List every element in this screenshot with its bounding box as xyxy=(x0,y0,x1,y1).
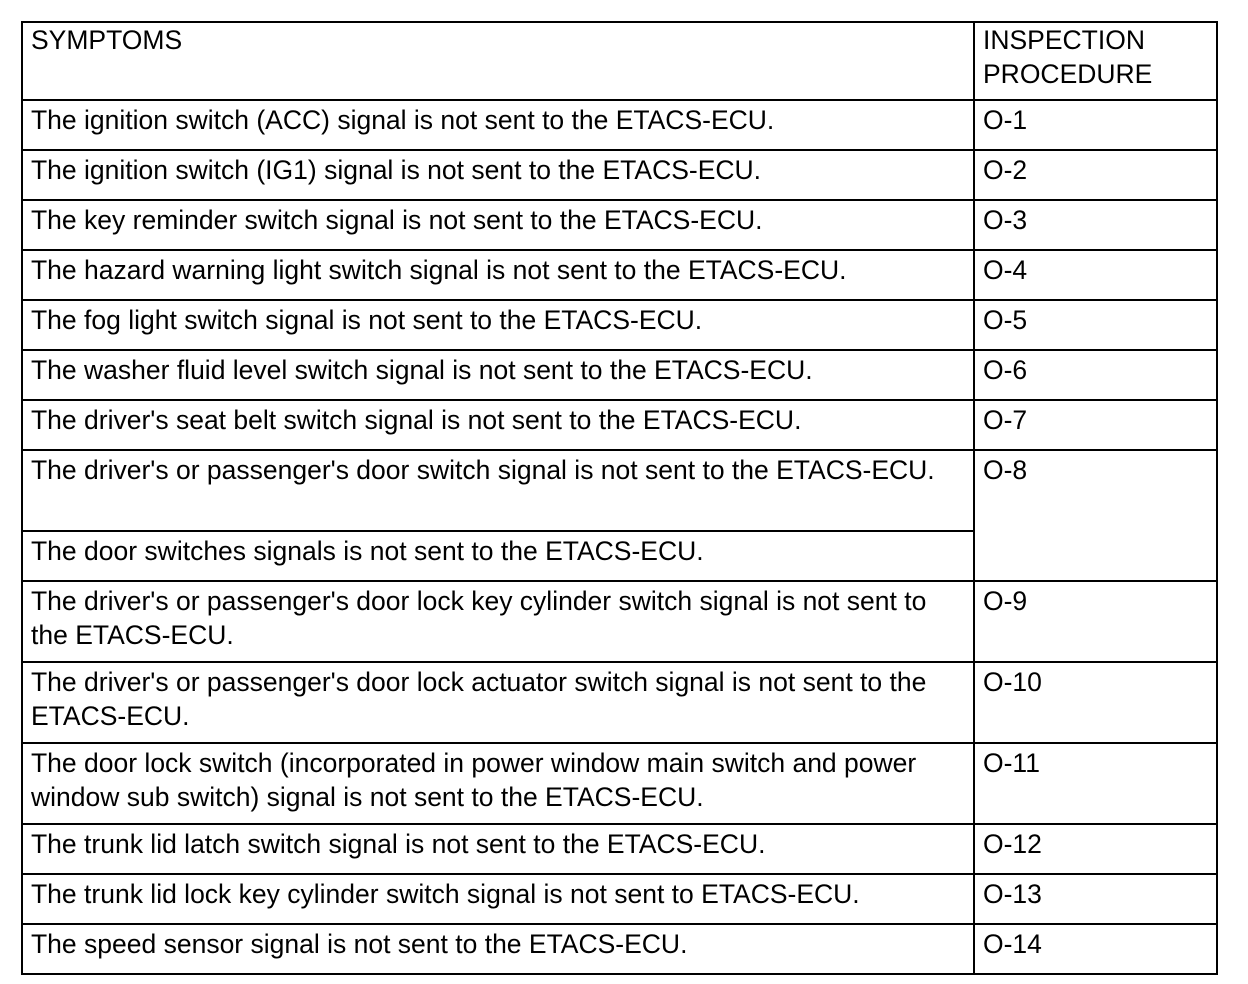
table-row xyxy=(22,250,1217,300)
procedure-cell: O-8 xyxy=(974,450,1217,581)
table-row xyxy=(22,924,1217,974)
procedure-cell: O-11 xyxy=(974,743,1217,824)
table-row xyxy=(22,100,1217,150)
procedure-cell: O-3 xyxy=(974,200,1217,250)
symptom-cell: The fog light switch signal is not sent to the ETACS-ECU. xyxy=(22,300,974,350)
header-symptoms: SYMPTOMS xyxy=(22,22,974,100)
symptom-cell: The ignition switch (IG1) signal is not sent to the ETACS-ECU. xyxy=(22,150,974,200)
table-row xyxy=(22,662,1217,743)
symptom-cell: The key reminder switch signal is not sent to the ETACS-ECU. xyxy=(22,200,974,250)
procedure-cell: O-2 xyxy=(974,150,1217,200)
procedure-cell: O-12 xyxy=(974,824,1217,874)
symptom-cell: The hazard warning light switch signal is not sent to the ETACS-ECU. xyxy=(22,250,974,300)
table-row xyxy=(22,400,1217,450)
header-row xyxy=(22,22,1217,100)
procedure-cell: O-5 xyxy=(974,300,1217,350)
table-row xyxy=(22,743,1217,824)
table-row xyxy=(22,450,1217,531)
header-inspection-procedure: INSPECTION PROCEDURE xyxy=(974,22,1217,100)
table-row xyxy=(22,350,1217,400)
procedure-cell: O-6 xyxy=(974,350,1217,400)
symptom-cell: The door lock switch (incorporated in power window main switch and power window sub switch) signal is not sent to the ETACS-ECU. xyxy=(22,743,974,824)
procedure-cell: O-13 xyxy=(974,874,1217,924)
procedure-cell: O-9 xyxy=(974,581,1217,662)
symptom-cell: The driver's or passenger's door switch signal is not sent to the ETACS-ECU. xyxy=(22,450,974,531)
table-row xyxy=(22,150,1217,200)
symptom-cell: The driver's seat belt switch signal is not sent to the ETACS-ECU. xyxy=(22,400,974,450)
table-row xyxy=(22,300,1217,350)
procedure-cell: O-7 xyxy=(974,400,1217,450)
table-row xyxy=(22,824,1217,874)
procedure-cell: O-10 xyxy=(974,662,1217,743)
procedure-cell: O-14 xyxy=(974,924,1217,974)
symptom-cell: The driver's or passenger's door lock key cylinder switch signal is not sent to the ETACS-ECU. xyxy=(22,581,974,662)
table-row xyxy=(22,581,1217,662)
symptom-cell: The door switches signals is not sent to the ETACS-ECU. xyxy=(22,531,974,581)
table-row xyxy=(22,200,1217,250)
symptom-cell: The washer fluid level switch signal is not sent to the ETACS-ECU. xyxy=(22,350,974,400)
symptom-cell: The speed sensor signal is not sent to the ETACS-ECU. xyxy=(22,924,974,974)
symptom-cell: The trunk lid lock key cylinder switch signal is not sent to ETACS-ECU. xyxy=(22,874,974,924)
symptom-cell: The trunk lid latch switch signal is not sent to the ETACS-ECU. xyxy=(22,824,974,874)
symptom-inspection-table xyxy=(21,21,1218,975)
procedure-cell: O-4 xyxy=(974,250,1217,300)
symptom-cell: The ignition switch (ACC) signal is not sent to the ETACS-ECU. xyxy=(22,100,974,150)
table-row xyxy=(22,874,1217,924)
symptom-cell: The driver's or passenger's door lock actuator switch signal is not sent to the ETACS-ECU. xyxy=(22,662,974,743)
procedure-cell: O-1 xyxy=(974,100,1217,150)
